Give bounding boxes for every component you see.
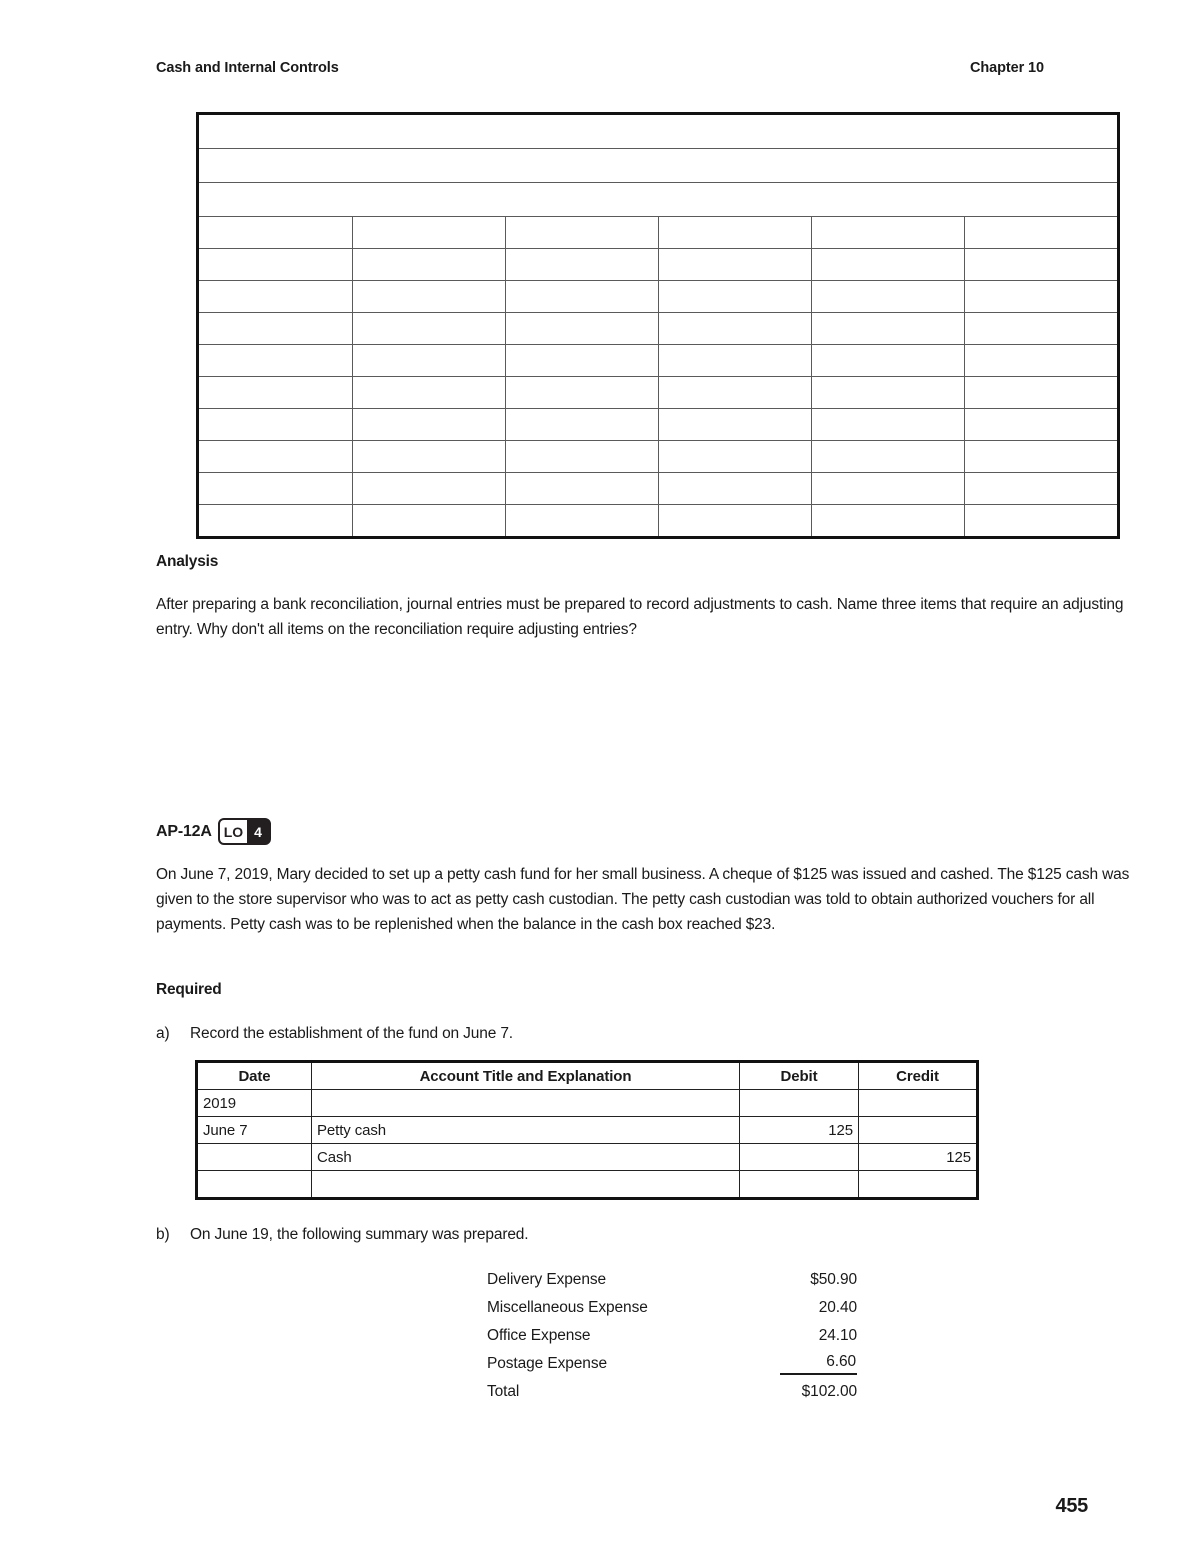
summary-amount: 24.10 <box>818 1327 857 1344</box>
journal-cell-credit: 125 <box>859 1144 977 1171</box>
summary-row <box>487 1350 857 1378</box>
worksheet-cell <box>505 441 658 473</box>
journal-row <box>198 1171 976 1198</box>
worksheet-cell <box>658 217 811 249</box>
analysis-text: After preparing a bank reconciliation, journal entries must be prepared to record adjustments to cash. Name three items that require an adjusting entry. Why don't all items on the reconciliation require adjusting entries? <box>156 596 1124 638</box>
problem-body-text: On June 7, 2019, Mary decided to set up a petty cash fund for her small business. A cheque of $125 was issued and cashed. The $125 cash was given to the store supervisor who was to act as petty cash custodian. The petty cash custodian was told to obtain authorized vouchers for all payments. Petty cash was to be replenished when the balance in the cash box reached $23. <box>156 866 1130 933</box>
item-a-marker: a) <box>156 1025 170 1042</box>
worksheet-cell <box>964 473 1117 505</box>
worksheet-cell <box>964 249 1117 281</box>
worksheet-cell <box>199 345 352 377</box>
journal-cell-debit <box>740 1171 859 1198</box>
summary-label: Total <box>487 1383 520 1400</box>
journal-header-row <box>198 1063 976 1090</box>
worksheet-cell <box>964 345 1117 377</box>
worksheet-cell <box>199 441 352 473</box>
worksheet-cell <box>199 183 1117 217</box>
worksheet-cell <box>658 345 811 377</box>
journal-entry-table <box>195 1060 979 1200</box>
worksheet-cell <box>505 473 658 505</box>
worksheet-cell <box>352 409 505 441</box>
journal-cell-credit <box>859 1090 977 1117</box>
journal-cell-account: Petty cash <box>312 1117 740 1144</box>
journal-col-account: Account Title and Explanation <box>312 1063 740 1090</box>
worksheet-title-row <box>199 115 1117 149</box>
journal-cell-date: June 7 <box>198 1117 312 1144</box>
summary-row <box>487 1266 857 1294</box>
summary-row <box>487 1378 857 1406</box>
worksheet-cell <box>199 313 352 345</box>
summary-label: Delivery Expense <box>487 1271 607 1288</box>
worksheet-cell <box>352 217 505 249</box>
journal-cell-date: 2019 <box>198 1090 312 1117</box>
journal-cell-account <box>312 1171 740 1198</box>
page-number: 455 <box>1055 1495 1088 1517</box>
worksheet-cell <box>352 249 505 281</box>
worksheet-row <box>199 281 1117 313</box>
worksheet-cell <box>505 409 658 441</box>
journal-grid <box>198 1063 976 1197</box>
blank-worksheet-table <box>196 112 1120 539</box>
worksheet-cell <box>658 473 811 505</box>
summary-amount: 20.40 <box>818 1299 857 1316</box>
worksheet-cell <box>352 313 505 345</box>
worksheet-row <box>199 313 1117 345</box>
worksheet-title-row <box>199 149 1117 183</box>
worksheet-row <box>199 441 1117 473</box>
worksheet-title-row <box>199 183 1117 217</box>
journal-cell-date <box>198 1171 312 1198</box>
worksheet-cell <box>658 377 811 409</box>
worksheet-cell <box>811 345 964 377</box>
worksheet-row <box>199 473 1117 505</box>
worksheet-cell <box>199 249 352 281</box>
worksheet-cell <box>505 505 658 537</box>
problem-code: AP-12A <box>156 822 212 840</box>
worksheet-cell <box>199 409 352 441</box>
worksheet-row <box>199 505 1117 537</box>
journal-row <box>198 1144 976 1171</box>
summary-label: Postage Expense <box>487 1355 608 1372</box>
worksheet-cell <box>964 505 1117 537</box>
worksheet-cell <box>352 505 505 537</box>
summary-amount: $102.00 <box>801 1383 857 1400</box>
worksheet-cell <box>964 217 1117 249</box>
expense-summary-table <box>487 1266 857 1406</box>
learning-objective-label: LO <box>220 820 247 843</box>
worksheet-cell <box>352 281 505 313</box>
worksheet-cell <box>964 377 1117 409</box>
worksheet-cell <box>964 441 1117 473</box>
worksheet-cell <box>505 345 658 377</box>
required-heading: Required <box>156 981 222 998</box>
journal-cell-account: Cash <box>312 1144 740 1171</box>
worksheet-cell <box>199 281 352 313</box>
item-b-text: On June 19, the following summary was prepared. <box>190 1226 529 1243</box>
worksheet-cell <box>811 441 964 473</box>
journal-col-date: Date <box>198 1063 312 1090</box>
worksheet-cell <box>505 313 658 345</box>
journal-cell-credit <box>859 1171 977 1198</box>
problem-heading <box>156 818 271 845</box>
journal-col-debit: Debit <box>740 1063 859 1090</box>
worksheet-cell <box>658 249 811 281</box>
analysis-heading: Analysis <box>156 553 219 570</box>
journal-cell-debit <box>740 1090 859 1117</box>
worksheet-row <box>199 409 1117 441</box>
summary-label: Office Expense <box>487 1327 591 1344</box>
worksheet-cell <box>811 249 964 281</box>
worksheet-cell <box>352 345 505 377</box>
worksheet-row <box>199 249 1117 281</box>
worksheet-cell <box>199 115 1117 149</box>
summary-row <box>487 1294 857 1322</box>
journal-cell-account <box>312 1090 740 1117</box>
worksheet-row <box>199 345 1117 377</box>
worksheet-cell <box>199 149 1117 183</box>
journal-row <box>198 1117 976 1144</box>
journal-cell-debit <box>740 1144 859 1171</box>
worksheet-cell <box>658 313 811 345</box>
worksheet-cell <box>658 281 811 313</box>
worksheet-cell <box>811 409 964 441</box>
summary-amount: $50.90 <box>810 1271 857 1288</box>
worksheet-cell <box>811 313 964 345</box>
item-b-marker: b) <box>156 1226 170 1243</box>
worksheet-cell <box>811 473 964 505</box>
worksheet-cell <box>811 505 964 537</box>
worksheet-cell <box>811 217 964 249</box>
worksheet-cell <box>505 377 658 409</box>
worksheet-cell <box>658 505 811 537</box>
worksheet-cell <box>964 409 1117 441</box>
journal-cell-date <box>198 1144 312 1171</box>
worksheet-cell <box>505 281 658 313</box>
worksheet-cell <box>811 281 964 313</box>
worksheet-cell <box>352 441 505 473</box>
worksheet-cell <box>199 473 352 505</box>
worksheet-cell <box>199 377 352 409</box>
journal-row <box>198 1090 976 1117</box>
worksheet-cell <box>505 217 658 249</box>
learning-objective-badge <box>218 818 271 845</box>
worksheet-cell <box>352 377 505 409</box>
journal-cell-credit <box>859 1117 977 1144</box>
summary-label: Miscellaneous Expense <box>487 1299 648 1316</box>
required-item-a <box>156 1021 513 1046</box>
learning-objective-number: 4 <box>247 820 269 843</box>
summary-amount-underlined: 6.60 <box>780 1353 857 1375</box>
required-item-b <box>156 1222 528 1247</box>
worksheet-cell <box>658 409 811 441</box>
worksheet-cell <box>964 281 1117 313</box>
journal-col-credit: Credit <box>859 1063 977 1090</box>
running-head-left: Cash and Internal Controls <box>156 60 339 76</box>
summary-amount <box>737 1350 857 1378</box>
worksheet-cell <box>811 377 964 409</box>
worksheet-row <box>199 217 1117 249</box>
running-head-right: Chapter 10 <box>970 60 1044 76</box>
running-head <box>156 60 1044 80</box>
journal-cell-debit: 125 <box>740 1117 859 1144</box>
worksheet-grid <box>199 115 1117 536</box>
worksheet-row <box>199 377 1117 409</box>
expense-summary <box>487 1266 857 1406</box>
worksheet-cell <box>352 473 505 505</box>
worksheet-cell <box>964 313 1117 345</box>
worksheet-cell <box>658 441 811 473</box>
worksheet-cell <box>199 505 352 537</box>
summary-row <box>487 1322 857 1350</box>
item-a-text: Record the establishment of the fund on June 7. <box>190 1025 513 1042</box>
worksheet-cell <box>199 217 352 249</box>
worksheet-cell <box>505 249 658 281</box>
